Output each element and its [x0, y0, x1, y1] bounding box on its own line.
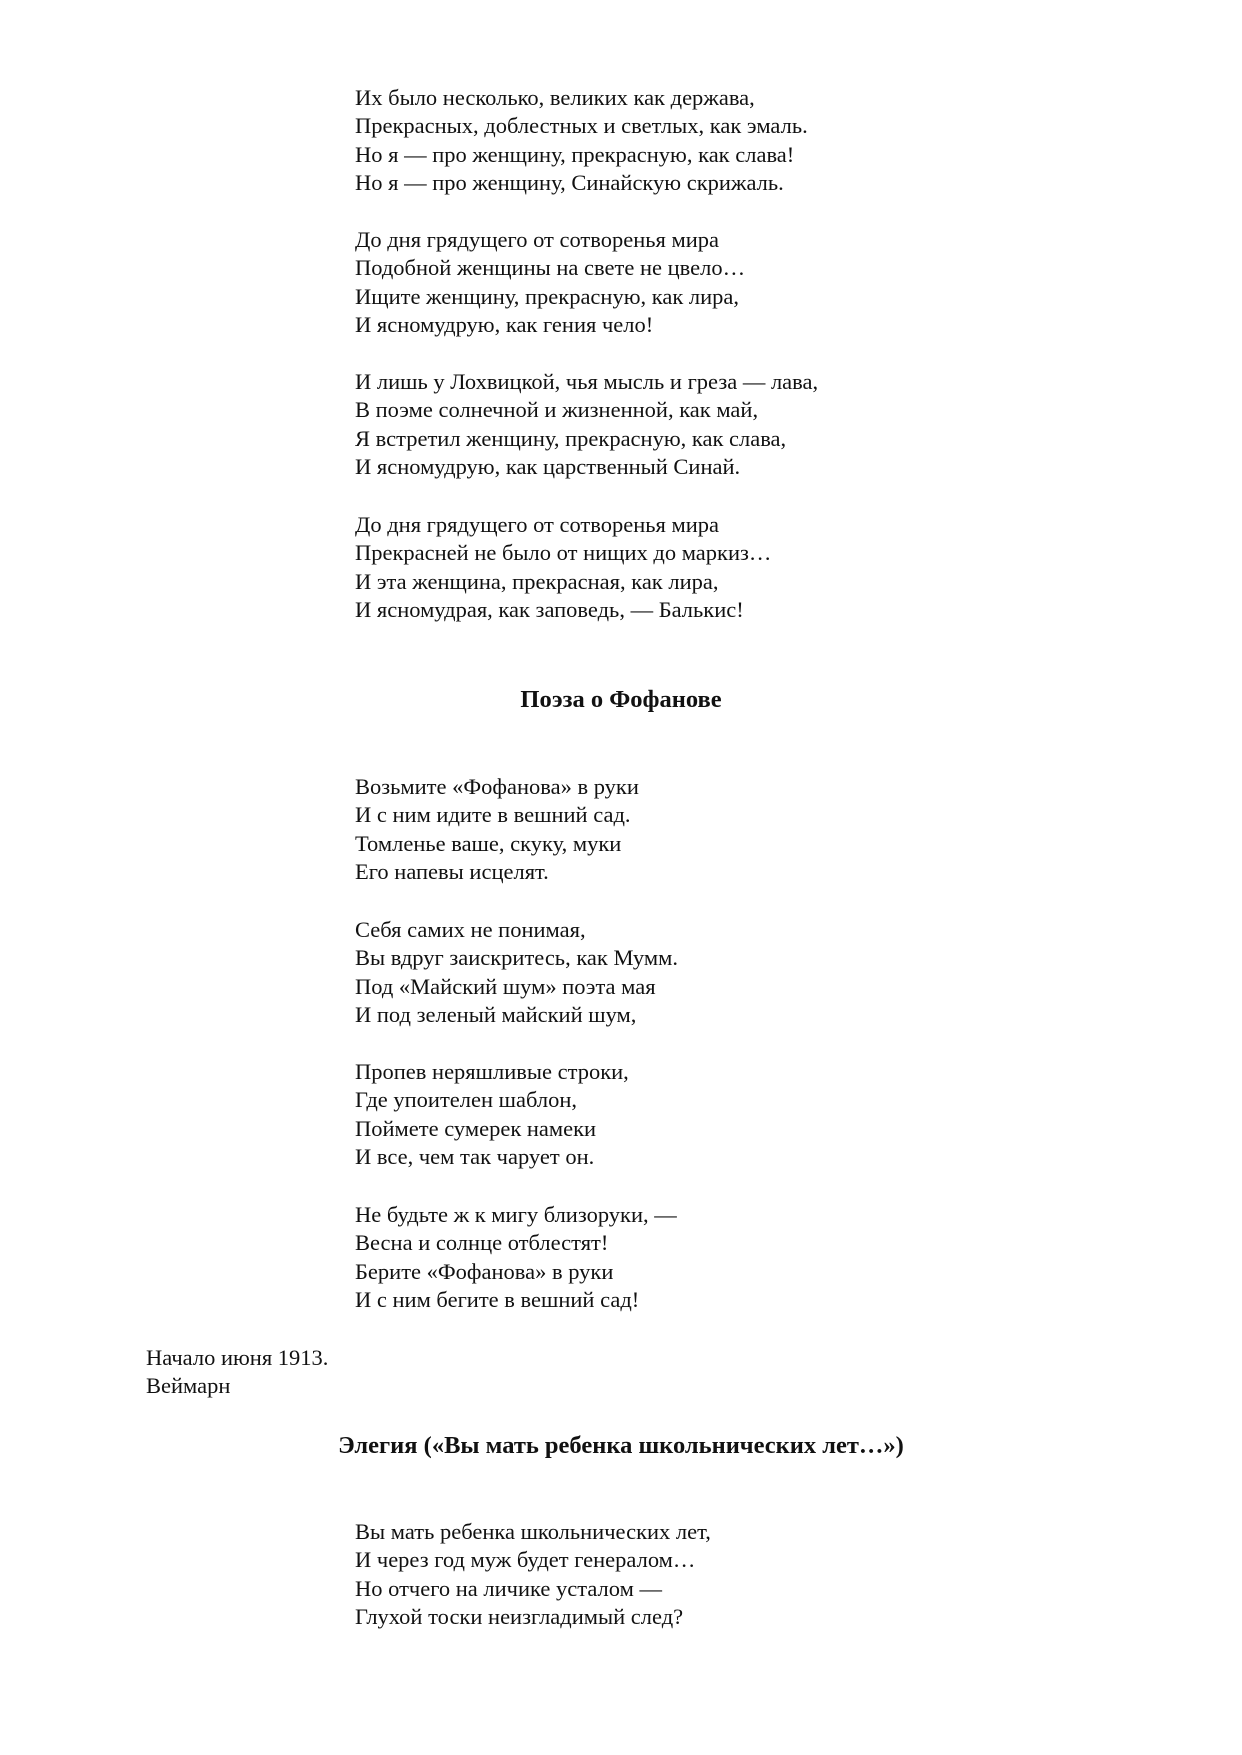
verse-line: И эта женщина, прекрасная, как лира,: [355, 568, 719, 594]
poem-place: Веймарн: [146, 1373, 231, 1399]
verse-line: Их было несколько, великих как держава,: [355, 85, 755, 110]
verse-line: И с ним бегите в вешний сад!: [355, 1287, 640, 1313]
verse-line: И через год муж будет генералом…: [355, 1547, 696, 1573]
verse-line: И ясномудрую, как царственный Синай.: [355, 454, 741, 480]
poem2-stanza-4: [355, 1201, 677, 1315]
poem-title: Элегия («Вы мать ребенка школьнических лет…»): [338, 1432, 904, 1459]
verse-line: Весна и солнце отблестят!: [355, 1230, 609, 1256]
verse-line: Глухой тоски неизгладимый след?: [355, 1604, 684, 1630]
verse-line: Не будьте ж к мигу близоруки, —: [355, 1202, 677, 1227]
poem-dateline: [146, 1344, 328, 1401]
verse-line: И лишь у Лохвицкой, чья мысль и греза — лава,: [355, 369, 819, 394]
verse-line: Пропев неряшливые строки,: [355, 1059, 629, 1084]
verse-line: Но отчего на личике усталом —: [355, 1575, 662, 1601]
poem1-stanza-2: [355, 226, 745, 340]
poem2-stanza-2: [355, 916, 678, 1030]
verse-line: Поймете сумерек намеки: [355, 1115, 597, 1141]
poem1-stanza-3: [355, 368, 818, 482]
verse-line: До дня грядущего от сотворенья мира: [355, 227, 719, 252]
verse-line: Где упоителен шаблон,: [355, 1087, 578, 1113]
verse-line: Себя самих не понимая,: [355, 917, 586, 942]
poem2-stanza-3: [355, 1058, 629, 1172]
verse-line: Прекрасней не было от нищих до маркиз…: [355, 540, 772, 566]
poem1-stanza-4: [355, 511, 771, 625]
verse-line: И все, чем так чарует он.: [355, 1144, 595, 1170]
verse-line: В поэме солнечной и жизненной, как май,: [355, 397, 759, 423]
verse-line: Прекрасных, доблестных и светлых, как эмаль.: [355, 113, 808, 139]
verse-line: Я встретил женщину, прекрасную, как слава,: [355, 425, 787, 451]
verse-line: Ищите женщину, прекрасную, как лира,: [355, 283, 740, 309]
poem-date: Начало июня 1913.: [146, 1345, 329, 1370]
poem3-stanza-1: [355, 1518, 711, 1632]
verse-line: Возьмите «Фофанова» в руки: [355, 774, 639, 799]
poem1-stanza-1: [355, 84, 808, 198]
verse-line: И ясномудрая, как заповедь, — Балькис!: [355, 597, 744, 623]
verse-line: Подобной женщины на свете не цвело…: [355, 255, 746, 281]
verse-line: Берите «Фофанова» в руки: [355, 1258, 614, 1284]
verse-line: И с ним идите в вешний сад.: [355, 802, 631, 828]
verse-line: Под «Майский шум» поэта мая: [355, 973, 656, 999]
verse-line: Но я — про женщину, прекрасную, как слава!: [355, 141, 795, 167]
verse-line: Томленье ваше, скуку, муки: [355, 830, 622, 856]
verse-line: Вы вдруг заискритесь, как Мумм.: [355, 945, 678, 971]
poem2-stanza-1: [355, 773, 639, 887]
verse-line: Но я — про женщину, Синайскую скрижаль.: [355, 170, 784, 196]
poem-title: Поэза о Фофанове: [520, 686, 722, 713]
verse-line: И под зеленый майский шум,: [355, 1002, 637, 1028]
verse-line: И ясномудрую, как гения чело!: [355, 312, 654, 338]
verse-line: Вы мать ребенка школьнических лет,: [355, 1519, 711, 1544]
verse-line: До дня грядущего от сотворенья мира: [355, 512, 719, 537]
verse-line: Его напевы исцелят.: [355, 859, 549, 885]
